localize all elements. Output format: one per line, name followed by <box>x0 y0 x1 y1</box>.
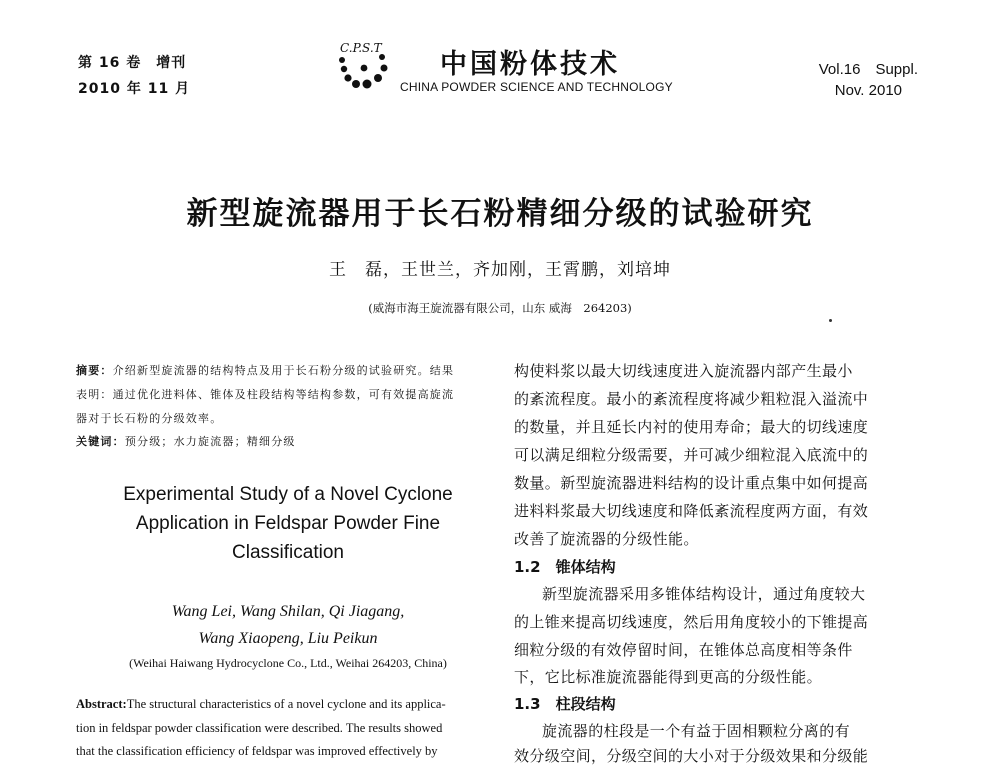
abstract-cn-line-1 <box>76 362 454 378</box>
logo-letters: C.P.S.T <box>340 41 382 55</box>
date-en: Nov. 2010 <box>834 82 902 99</box>
abstract-cn-label: 摘要： <box>76 364 113 377</box>
abstract-en-text-1: The structural characteristics of a novel cyclone and its applica- <box>126 697 446 711</box>
abstract-cn-line-3: 器对于长石粉的分级效率。 <box>76 412 223 425</box>
abstract-en-line-2: tion in feldspar powder classification were described. The results showed <box>76 721 443 735</box>
english-authors-line-2: Wang Xiaopeng, Liu Peikun <box>198 630 378 647</box>
keywords-cn-text: 预分级；水力旋流器；精细分级 <box>124 435 296 448</box>
english-affiliation: (Weihai Haiwang Hydrocyclone Co., Ltd., Weihai 264203, China) <box>129 656 447 670</box>
body-para1-line-4: 可以满足细粒分级需要，并可减少细粒混入底流中的 <box>514 446 869 464</box>
body-para2-line-4: 下，它比标准旋流器能得到更高的分级性能。 <box>514 668 823 686</box>
body-para1-line-2: 的紊流程度。最小的紊流程度将减少粗粒混入溢流中 <box>514 390 869 408</box>
paper-authors: 王 磊，王世兰，齐加刚，王霄鹏，刘培坤 <box>329 260 671 280</box>
abstract-en-line-3: that the classification efficiency of feldspar was improved effectively by <box>76 744 438 758</box>
abstract-cn-text-1: 介绍新型旋流器的结构特点及用于长石粉分级的试验研究。结果 <box>112 364 455 377</box>
section-heading-1-2: 1.2 锥体结构 <box>514 558 616 576</box>
body-para1-line-6: 进料料浆最大切线速度和降低紊流程度两方面，有效 <box>514 502 869 520</box>
body-para3-line-1: 旋流器的柱段是一个有益于固相颗粒分离的有 <box>542 722 851 740</box>
body-para1-line-1: 构使料浆以最大切线速度进入旋流器内部产生最小 <box>514 362 853 380</box>
body-para1-line-7: 改善了旋流器的分级性能。 <box>514 530 699 548</box>
abstract-en-label: Abstract: <box>76 697 127 711</box>
speck-mark <box>829 319 832 322</box>
body-para2-line-3: 细粒分级的有效停留时间，在锥体总高度相等条件 <box>514 641 853 659</box>
journal-name-en: CHINA POWDER SCIENCE AND TECHNOLOGY <box>400 80 673 94</box>
journal-name-cn: 中国粉体技术 <box>440 49 620 80</box>
journal-logo-icon <box>334 38 396 94</box>
section-heading-1-3: 1.3 柱段结构 <box>514 695 616 713</box>
volume-issue: 第 16 卷 增刊 <box>78 55 187 71</box>
english-title: Experimental Study of a Novel Cyclone Application in Feldspar Powder Fine Classification <box>123 484 453 563</box>
body-para1-line-5: 数量。新型旋流器进料结构的设计重点集中如何提高 <box>514 474 869 492</box>
english-authors-line-1: Wang Lei, Wang Shilan, Qi Jiagang, <box>171 603 405 620</box>
keywords-cn-label: 关键词： <box>76 435 125 448</box>
body-para2-line-1: 新型旋流器采用多锥体结构设计，通过角度较大 <box>542 585 866 603</box>
body-para3-line-2: 效分级空间，分级空间的大小对于分级效果和分级能 <box>514 747 869 765</box>
body-para2-line-2: 的上锥来提高切线速度，然后用角度较小的下锥提高 <box>514 613 869 631</box>
volume-en: Vol.16 Suppl. <box>818 61 918 78</box>
paper-title: 新型旋流器用于长石粉精细分级的试验研究 <box>186 196 814 232</box>
publication-date: 2010 年 11 月 <box>78 81 191 97</box>
abstract-en-line-1 <box>76 697 446 712</box>
keywords-cn <box>76 433 296 449</box>
abstract-cn-line-2: 表明：通过优化进料体、锥体及柱段结构等结构参数，可有效提高旋流 <box>76 388 455 401</box>
body-para1-line-3: 的数量，并且延长内衬的使用寿命；最大的切线速度 <box>514 418 869 436</box>
paper-affiliation: (威海市海王旋流器有限公司，山东 威海 264203) <box>368 301 632 315</box>
